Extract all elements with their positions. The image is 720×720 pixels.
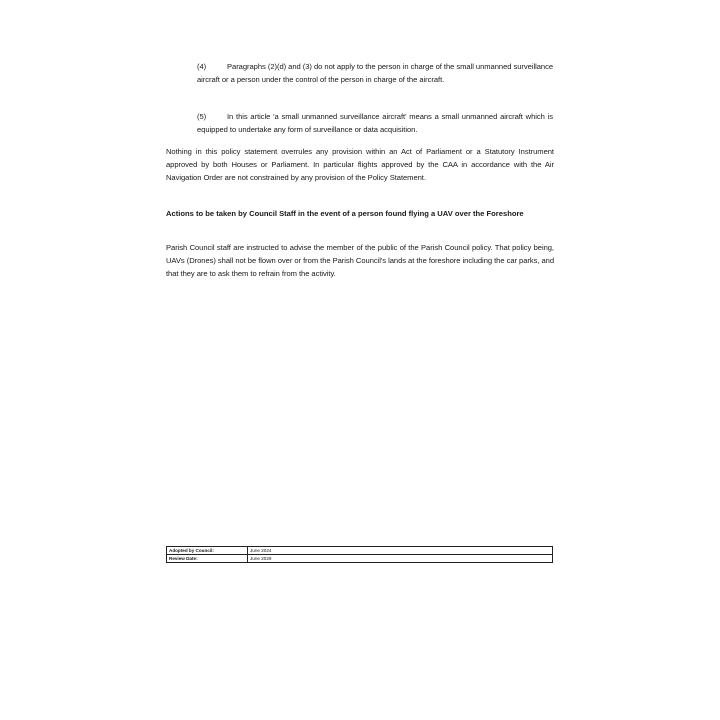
review-label: Review Date:	[167, 555, 248, 563]
paragraph-5	[197, 110, 553, 136]
adopted-value: June 2024	[248, 547, 553, 555]
review-value: June 2029	[248, 555, 553, 563]
footer-table	[166, 546, 553, 563]
adopted-label: Adopted by Council:	[167, 547, 248, 555]
staff-instructions-paragraph: Parish Council staff are instructed to advise the member of the public of the Parish Council policy. That policy being, UAVs (Drones) shall not be flown over or from the Parish Council's lands at the foreshore including the car parks, and that they are to ask them to refrain from the activity.	[166, 243, 554, 279]
paragraph-text: In this article 'a small unmanned surveillance aircraft' means a small unmanned aircraft which is equipped to undertake any form of surveillance or data acquisition.	[197, 112, 553, 135]
policy-statement-paragraph: Nothing in this policy statement overrules any provision within an Act of Parliament or a Statutory Instrument approved by both Houses or Parliament. In particular flights approved by the CAA in accordance with the Air Navigation Order are not constrained by any provision of the Policy Statement.	[166, 147, 554, 183]
paragraph-text: Paragraphs (2)(d) and (3) do not apply to the person in charge of the small unmanned surveillance aircraft or a person under the control of the person in charge of the aircraft.	[197, 62, 553, 85]
table-row	[167, 555, 553, 563]
paragraph-number: (4)	[197, 62, 207, 71]
table-row	[167, 547, 553, 555]
paragraph-number: (5)	[197, 112, 207, 121]
paragraph-4	[197, 60, 553, 86]
section-heading: Actions to be taken by Council Staff in the event of a person found flying a UAV over the Foreshore	[166, 209, 524, 218]
